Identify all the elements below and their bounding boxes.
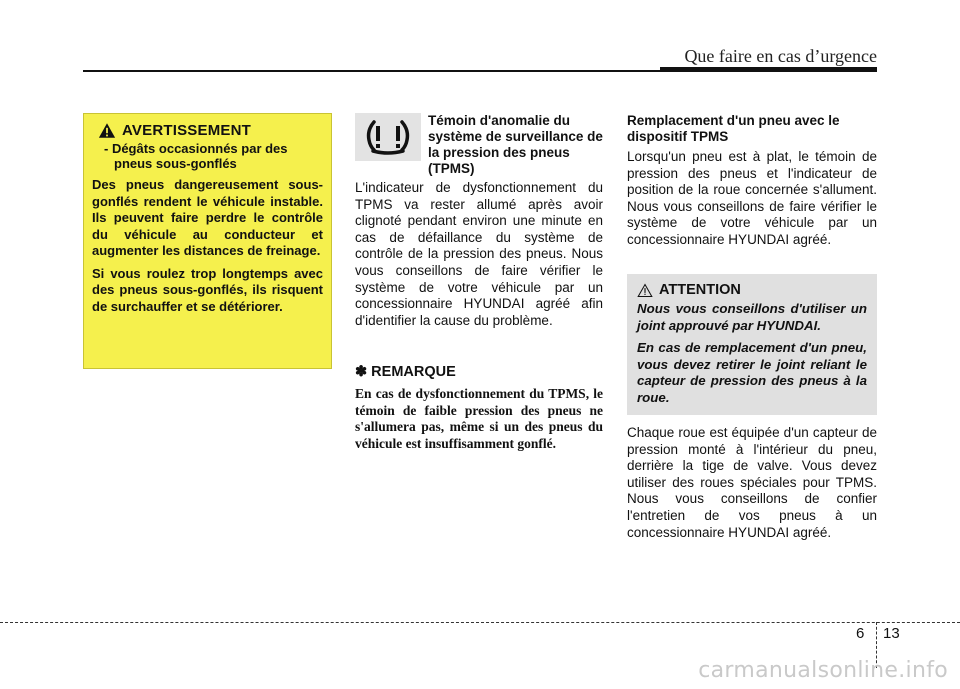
attention-title: ATTENTION (659, 282, 741, 298)
tpms-icon-box (355, 113, 421, 161)
warning-paragraph: Si vous roulez trop longtemps avec des pneus sous-gonflés, ils risquent de surchauffer et se détériorer. (92, 265, 323, 314)
attention-box (627, 274, 877, 415)
replacement-body: Lorsqu'un pneu est à plat, le témoin de pression des pneus et l'indicateur de position de la roue concernée s'allument. Nous vous conseillons de faire vérifier le système de votre véhicule par un concessionnaire HYUNDAI agréé. (627, 149, 877, 247)
tpms-heading: Témoin d'anomalie du système de surveillance de la pression des pneus (TPMS) (428, 113, 603, 176)
warning-title: AVERTISSEMENT (122, 122, 252, 139)
warning-paragraph: Des pneus dangereusement sous-gonflés rendent le véhicule instable. Ils peuvent faire perdre le contrôle du véhicule au conducteur et augmenter les distances de freinage. (92, 177, 323, 258)
attention-paragraph: En cas de remplacement d'un pneu, vous devez retirer le joint reliant le capteur de pression des pneus à la roue. (637, 340, 867, 405)
sensor-body: Chaque roue est équipée d'un capteur de pression monté à l'intérieur du pneu, derrière la tige de valve. Vous devez utiliser des roues spéciales pour TPMS. Nous vous conseillons de confier l'entretien de vos pneus à un concessionnaire HYUNDAI agréé. (627, 425, 877, 540)
caution-triangle-icon (637, 283, 653, 298)
warning-box (83, 113, 332, 369)
warning-subtitle: - Dégâts occasionnés par des pneus sous-gonflés (104, 141, 288, 171)
remark-title: ✽ REMARQUE (355, 364, 456, 380)
replacement-heading: Remplacement d'un pneu avec le dispositif TPMS (627, 113, 840, 144)
chapter-number: 6 (856, 625, 865, 642)
warning-header (98, 122, 323, 139)
attention-paragraph: Nous vous conseillons d'utiliser un joint approuvé par HYUNDAI. (637, 301, 867, 333)
watermark: carmanualsonline.info (698, 658, 948, 683)
header-rule-accent (660, 67, 877, 72)
page-number: 13 (883, 625, 900, 642)
remark-body: En cas de dysfonctionnement du TPMS, le témoin de faible pression des pneus ne s'allumera pas, même si un des pneus du véhicule est insuffisamment gonflé. (355, 386, 603, 451)
tpms-body: L'indicateur de dysfonctionnement du TPMS va rester allumé après avoir clignoté pendant environ une minute en cas de défaillance du système de contrôle de la pression des pneus. Nous vous conseillons de faire vérifier le système de votre véhicule par un concessionnaire HYUNDAI agréé afin d'identifier la cause du problème. (355, 180, 603, 328)
attention-header (637, 282, 867, 298)
footer-rule (0, 622, 960, 623)
page-header-title: Que faire en cas d’urgence (684, 46, 877, 66)
tpms-indicator-icon (365, 118, 411, 156)
warning-triangle-icon (98, 122, 116, 139)
